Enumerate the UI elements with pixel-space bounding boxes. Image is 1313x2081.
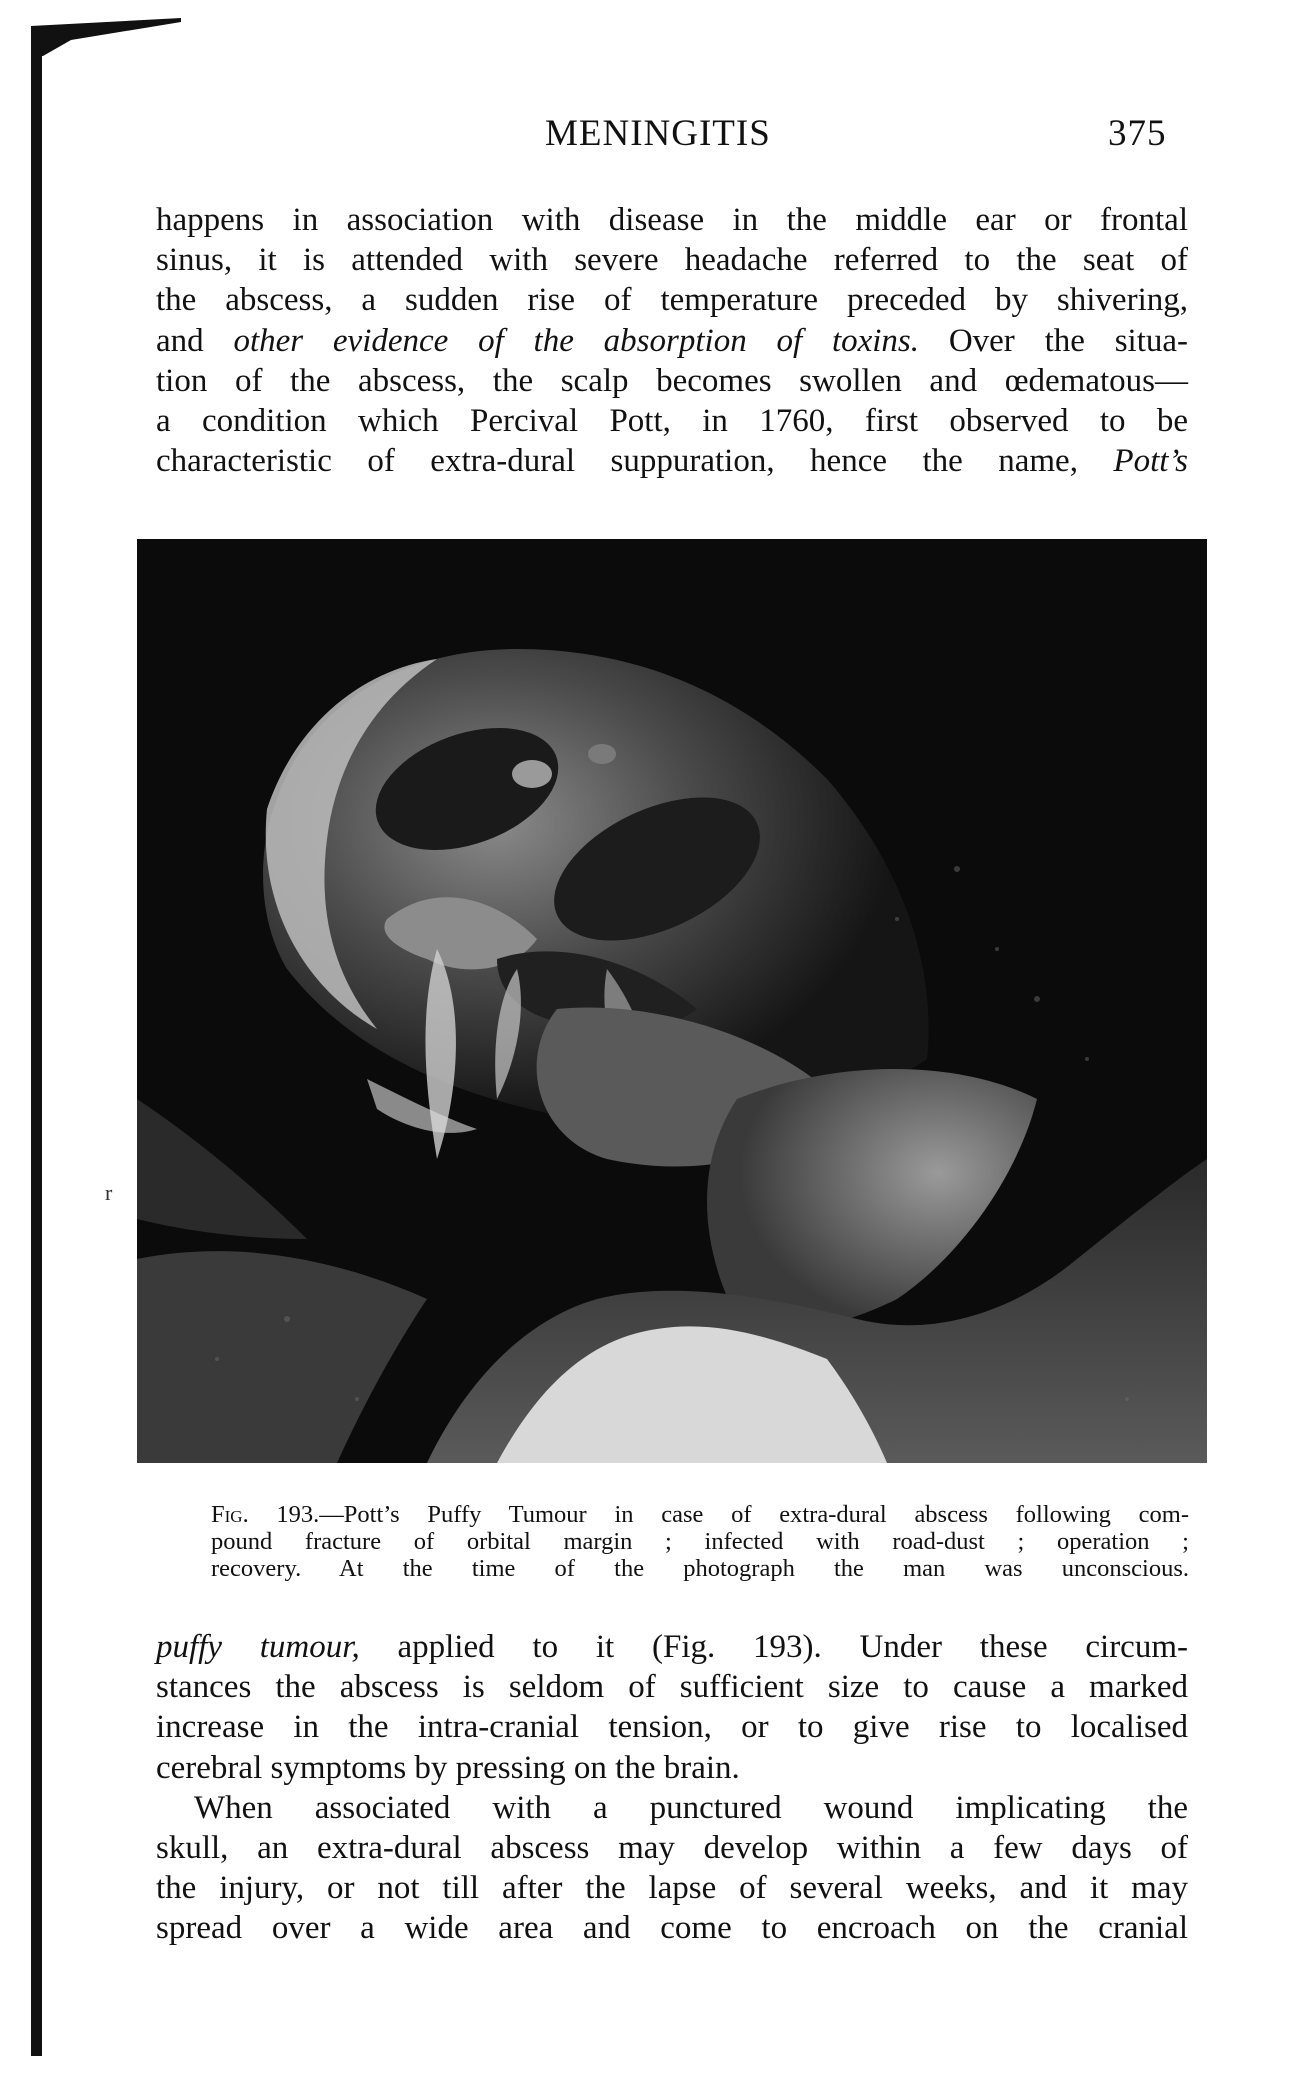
margin-mark: r (105, 1180, 113, 1205)
patient-photo-illustration (137, 539, 1207, 1463)
text-line: spread over a wide area and come to encroach on the cranial (156, 1910, 1188, 1947)
text-line (156, 441, 1188, 481)
binding-edge (31, 28, 42, 2056)
text-line: sinus, it is attended with severe headache referred to the seat of (156, 242, 1188, 279)
caption-text: —Pott’s Puffy Tumour in case of extra-dural abscess following com- (319, 1501, 1189, 1528)
figure-label: Fig. 193. (211, 1501, 320, 1528)
text-line: stances the abscess is seldom of sufficient size to cause a marked (156, 1669, 1188, 1706)
page-number: 375 (1108, 113, 1167, 154)
text-line: the injury, or not till after the lapse of several weeks, and it may (156, 1870, 1188, 1907)
text-line (156, 321, 1188, 361)
caption-line: recovery. At the time of the photograph the man was unconscious. (211, 1555, 1189, 1582)
paragraph-1 (156, 200, 1188, 481)
text-segment: applied to it (Fig. 193). Under these circum- (359, 1629, 1188, 1665)
caption-line: pound fracture of orbital margin ; infected with road-dust ; operation ; (211, 1528, 1189, 1555)
running-title: MENINGITIS (545, 113, 771, 154)
text-segment: Over the situa- (919, 322, 1189, 359)
running-header (0, 112, 1313, 160)
text-line: When associated with a punctured wound implicating the (194, 1789, 1188, 1826)
text-segment: characteristic of extra-dural suppuration, hence the name, (156, 443, 1078, 480)
text-segment: and (156, 322, 234, 359)
binding-corner (31, 18, 181, 56)
text-line: happens in association with disease in the middle ear or frontal (156, 202, 1188, 238)
text-line: skull, an extra-dural abscess may develop within a few days of (156, 1830, 1188, 1867)
italic-term: Pott’s (1113, 443, 1188, 480)
text-line: a condition which Percival Pott, in 1760, first observed to be (156, 403, 1188, 440)
paragraph-2 (156, 1627, 1188, 1949)
text-line: increase in the intra-cranial tension, or to give rise to localised (156, 1709, 1188, 1746)
italic-term: puffy tumour, (156, 1629, 360, 1665)
figure-photograph (137, 539, 1207, 1463)
italic-phrase: other evidence of the absorption of toxins. (233, 322, 920, 359)
text-line: tion of the abscess, the scalp becomes swollen and œdematous— (156, 362, 1188, 399)
text-line: cerebral symptoms by pressing on the brain. (156, 1749, 740, 1786)
caption-line (211, 1501, 1189, 1528)
text-line: the abscess, a sudden rise of temperature preceded by shivering, (156, 282, 1188, 319)
text-line (156, 1627, 1188, 1667)
figure-caption (211, 1501, 1189, 1582)
